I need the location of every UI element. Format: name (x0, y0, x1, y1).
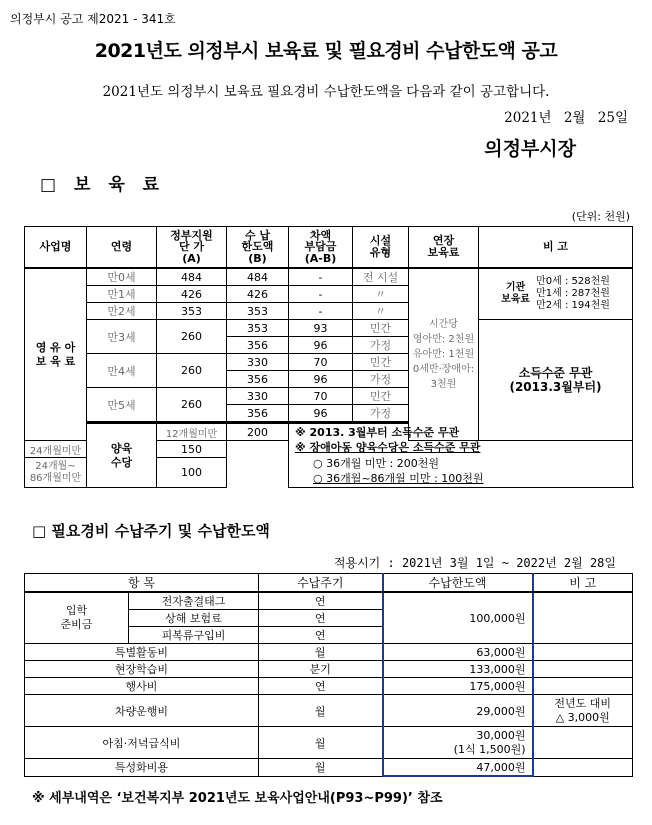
col-cycle: 수납주기 (259, 574, 383, 593)
care-note: ○ 36개월 미만 : 200천원 (313, 456, 440, 470)
type-cell: 민간 (353, 320, 409, 337)
limit-cell: 353 (227, 303, 289, 320)
col-extended: 연장 보육료 (409, 227, 479, 269)
care-amount-cell: 200 (227, 423, 289, 441)
item-cycle: 연 (259, 627, 383, 644)
care-age-cell: 24개월~ 86개월미만 (25, 458, 87, 488)
diff-cell: 96 (289, 337, 353, 354)
col-note: 비 고 (533, 574, 633, 593)
extended-fee-text: 시간당 영아반: 2천원 유아반: 1천원 0세반·장애아: 3천원 (409, 268, 479, 441)
type-cell: 가정 (353, 371, 409, 388)
limit-cell: 356 (227, 405, 289, 422)
col-item: 항 목 (25, 574, 259, 593)
item-note: 전년도 대비 △ 3,000원 (533, 695, 633, 727)
item-name: 전자출결태그 (129, 592, 259, 610)
notice-number: 의정부시 공고 제2021 - 341호 (10, 12, 176, 26)
type-cell: 가정 (353, 405, 409, 422)
item-note (533, 678, 633, 695)
diff-cell: 70 (289, 354, 353, 371)
item-cycle: 월 (259, 644, 383, 661)
section-heading-required-costs: □ 필요경비 수납주기 및 수납한도액 (32, 522, 270, 540)
type-cell: 가정 (353, 337, 409, 354)
section-heading-childcare-fee: □ 보 육 료 (40, 175, 166, 195)
support-cell: 260 (157, 388, 227, 422)
type-cell: 〃 (353, 286, 409, 303)
unit-label: (단위: 천원) (571, 210, 630, 223)
footer-note: ※ 세부내역은 ‘보건복지부 2021년도 보육사업안내(P93~P99)’ 참조 (32, 791, 443, 806)
diff-cell: - (289, 286, 353, 303)
item-amount: 47,000원 (383, 759, 533, 777)
age-cell: 만4세 (87, 354, 157, 388)
item-amount: 133,000원 (383, 661, 533, 678)
item-cycle: 월 (259, 695, 383, 727)
issuer-name: 의정부시장 (484, 138, 576, 160)
limit-cell: 330 (227, 354, 289, 371)
col-limit: 수 납 한도액 (B) (227, 227, 289, 269)
item-amount: 29,000원 (383, 695, 533, 727)
col-support: 정부지원 단 가 (A) (157, 227, 227, 269)
remark-label: 기관 보육료 (501, 282, 531, 305)
limit-cell: 353 (227, 320, 289, 337)
remark-institution (479, 268, 633, 320)
item-name: 행사비 (25, 678, 259, 695)
diff-cell: 93 (289, 320, 353, 337)
application-period: 적용시기 : 2021년 3월 1일 ~ 2022년 2월 28일 (333, 556, 616, 570)
care-age-cell: 12개월미만 (157, 423, 227, 441)
col-amount: 수납한도액 (383, 574, 533, 593)
care-note: ○ 36개월~86개월 미만 : 100천원 (313, 471, 484, 485)
remark-income: 소득수준 무관 (2013.3월부터) (479, 320, 633, 441)
remark-values: 만0세 : 528천원 만1세 : 287천원 만2세 : 194천원 (536, 276, 610, 311)
item-name: 차량운행비 (25, 695, 259, 727)
page-title: 2021년도 의정부시 보육료 및 필요경비 수납한도액 공고 (94, 40, 558, 62)
item-cycle: 연 (259, 678, 383, 695)
item-amount: 175,000원 (383, 678, 533, 695)
care-notes (289, 423, 633, 488)
item-name: 특별활동비 (25, 644, 259, 661)
item-note (533, 644, 633, 661)
care-amount-cell: 100 (157, 458, 227, 488)
diff-cell: 70 (289, 388, 353, 405)
col-remark: 비 고 (479, 227, 633, 269)
care-age-cell: 24개월미만 (25, 441, 87, 458)
support-cell: 484 (157, 268, 227, 286)
age-cell: 만5세 (87, 388, 157, 422)
type-cell: 민간 (353, 388, 409, 405)
item-name: 현장학습비 (25, 661, 259, 678)
item-name: 상해 보험료 (129, 610, 259, 627)
item-note (533, 759, 633, 777)
item-name: 특성화비용 (25, 759, 259, 777)
limit-cell: 356 (227, 371, 289, 388)
item-cycle: 분기 (259, 661, 383, 678)
support-cell: 353 (157, 303, 227, 320)
col-type: 시설 유형 (353, 227, 409, 269)
item-amount: 63,000원 (383, 644, 533, 661)
childcare-fee-table (24, 226, 633, 488)
care-amount-cell: 150 (157, 441, 227, 458)
support-cell: 260 (157, 320, 227, 354)
item-cycle: 연 (259, 610, 383, 627)
care-note: ※ 장애아동 양육수당은 소득수준 무관 (295, 441, 481, 455)
type-cell: 민간 (353, 354, 409, 371)
col-program: 사업명 (25, 227, 87, 269)
type-cell: 〃 (353, 303, 409, 320)
age-cell: 만3세 (87, 320, 157, 354)
age-cell: 만1세 (87, 286, 157, 303)
diff-cell: - (289, 303, 353, 320)
type-cell: 전 시설 (353, 268, 409, 286)
intro-text: 2021년도 의정부시 보육료 필요경비 수납한도액을 다음과 같이 공고합니다. (102, 84, 550, 100)
item-note (533, 727, 633, 759)
limit-cell: 330 (227, 388, 289, 405)
limit-cell: 426 (227, 286, 289, 303)
col-age: 연령 (87, 227, 157, 269)
diff-cell: 96 (289, 405, 353, 422)
item-cycle: 연 (259, 592, 383, 610)
diff-cell: - (289, 268, 353, 286)
limit-cell: 356 (227, 337, 289, 354)
item-name: 피복류구입비 (129, 627, 259, 644)
admission-label: 입학 준비금 (25, 592, 129, 644)
support-cell: 426 (157, 286, 227, 303)
item-amount: 30,000원 (1식 1,500원) (383, 727, 533, 759)
age-cell: 만0세 (87, 268, 157, 286)
item-cycle: 월 (259, 727, 383, 759)
item-amount: 100,000원 (383, 592, 533, 644)
diff-cell: 96 (289, 371, 353, 388)
program-infant-label: 영 유 아 보 육 료 (25, 268, 87, 441)
care-note: ※ 2013. 3월부터 소득수준 무관 (295, 425, 460, 439)
age-cell: 만2세 (87, 303, 157, 320)
item-cycle: 월 (259, 759, 383, 777)
limit-cell: 484 (227, 268, 289, 286)
required-costs-table (24, 573, 633, 777)
item-note (533, 592, 633, 644)
program-care-label: 양육 수당 (87, 423, 157, 488)
support-cell: 260 (157, 354, 227, 388)
item-note (533, 661, 633, 678)
notice-date: 2021년 2월 25일 (504, 110, 628, 126)
col-diff: 차액 부담금 (A-B) (289, 227, 353, 269)
item-name: 아침·저녁급식비 (25, 727, 259, 759)
